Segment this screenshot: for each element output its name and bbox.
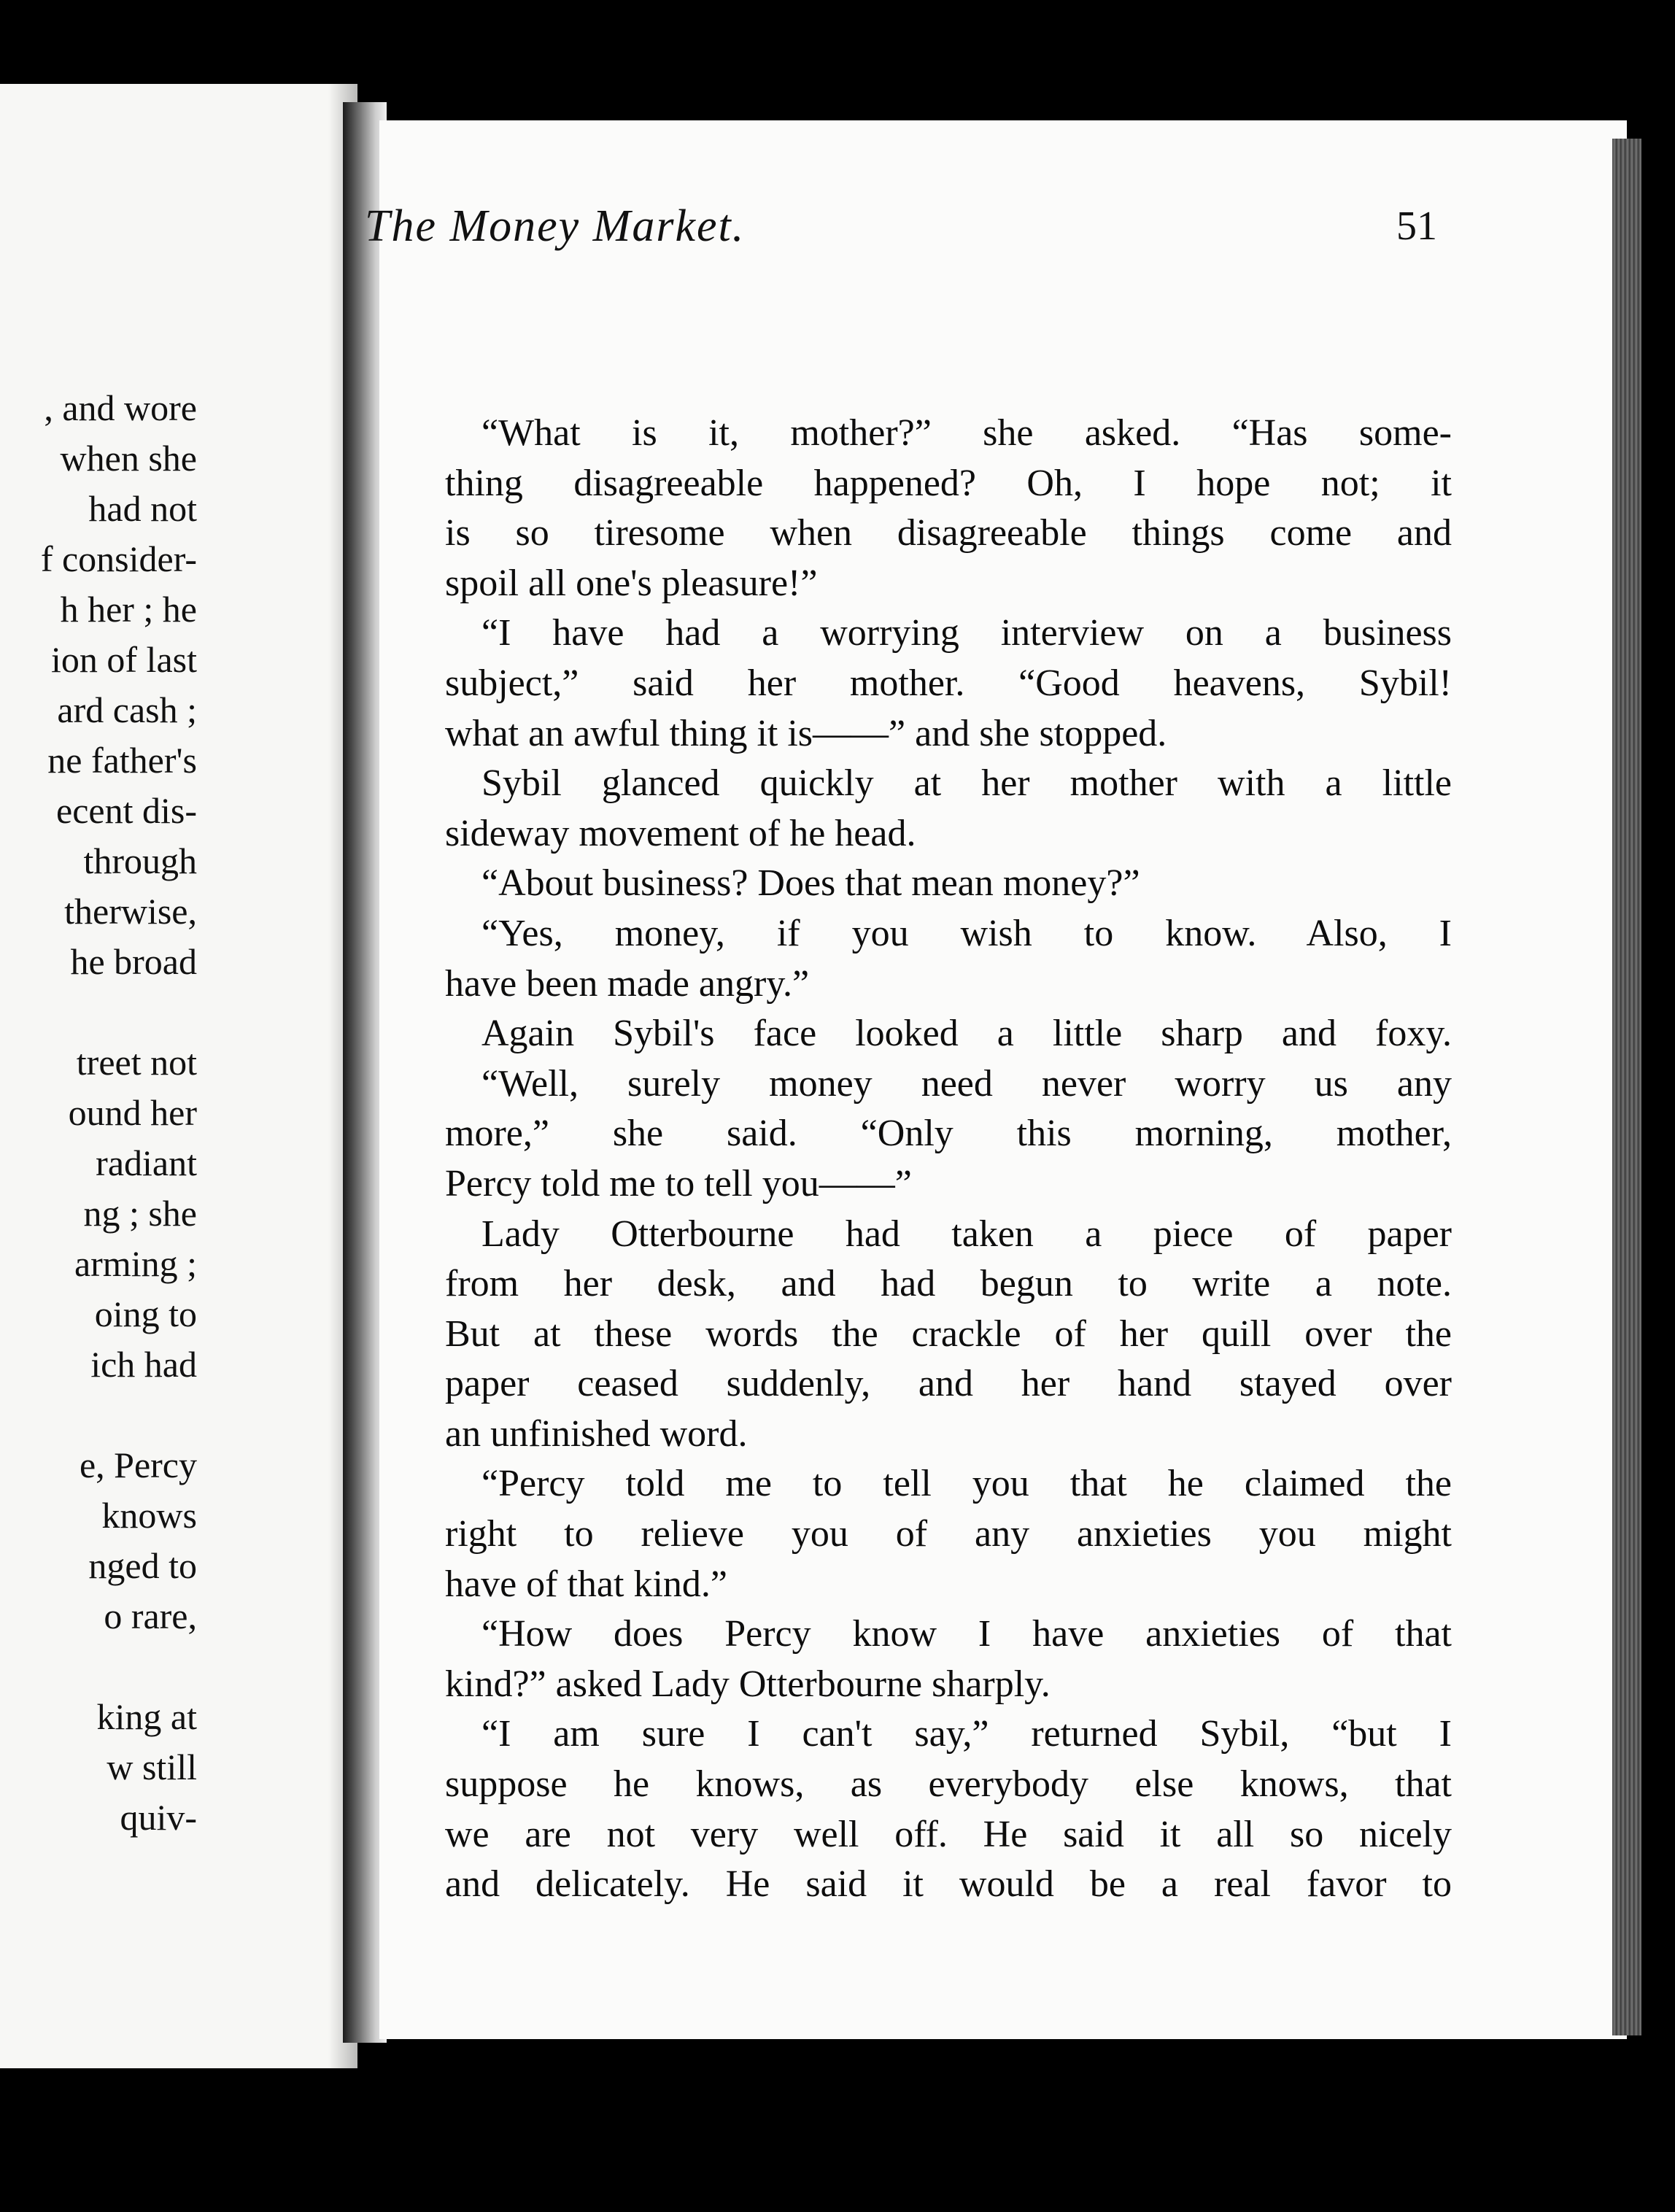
left-page-line: ion of last: [51, 639, 197, 680]
left-page-line: therwise,: [64, 891, 197, 932]
left-page-line: , and wore: [44, 387, 197, 428]
left-page-line: ound her: [68, 1092, 197, 1133]
left-page-line: through: [83, 840, 197, 881]
body-text-line: “I am sure I can't say,” returned Sybil, “but I: [481, 1713, 1452, 1755]
body-text-line: “I have had a worrying interview on a business: [481, 612, 1452, 654]
left-page-line: h her ; he: [60, 589, 197, 630]
body-text-line: sideway movement of he head.: [445, 812, 916, 854]
body-text-line: suppose he knows, as everybody else knows, that: [445, 1763, 1452, 1806]
left-page-blank-line: [41, 987, 197, 1037]
body-text-line: spoil all one's pleasure!”: [445, 562, 818, 604]
left-page-line: w still: [107, 1747, 197, 1787]
body-text-line: and delicately. He said it would be a real favor to: [445, 1863, 1452, 1906]
left-page-line: o rare,: [104, 1596, 197, 1636]
body-text-line: from her desk, and had begun to write a note.: [445, 1263, 1452, 1305]
body-text-line: paper ceased suddenly, and her hand stayed over: [445, 1363, 1452, 1405]
body-text-line: an unfinished word.: [445, 1412, 748, 1455]
body-text-line: Percy told me to tell you——”: [445, 1162, 912, 1204]
left-page-line: oing to: [94, 1293, 197, 1334]
left-page-line: king at: [96, 1696, 197, 1737]
left-page-line: arming ;: [74, 1243, 197, 1284]
left-page-line: knows: [101, 1495, 197, 1536]
running-head-title: The Money Market.: [365, 201, 746, 251]
left-page-blank-line: [41, 1390, 197, 1440]
body-text-line: have been made angry.”: [445, 962, 810, 1005]
left-page-line: he broad: [70, 941, 197, 982]
body-text-line: right to relieve you of any anxieties you might: [445, 1513, 1452, 1555]
body-text-line: what an awful thing it is——” and she stopped.: [445, 712, 1167, 754]
left-page-line: f consider-: [40, 538, 197, 579]
left-page-line: ich had: [90, 1344, 197, 1385]
left-page-line: e, Percy: [79, 1445, 197, 1485]
page-number: 51: [1396, 204, 1437, 249]
body-text-line: “Yes, money, if you wish to know. Also, I: [481, 912, 1452, 954]
body-text-line: But at these words the crackle of her quill over the: [445, 1312, 1452, 1355]
body-text-line: we are not very well off. He said it all so nicely: [445, 1813, 1452, 1855]
body-text: [445, 409, 1452, 1910]
left-page-line: when she: [60, 438, 197, 479]
left-page-line: quiv-: [120, 1797, 197, 1838]
page-edges: [1612, 139, 1641, 2035]
left-page-blank-line: [41, 1641, 197, 1692]
left-page-line: had not: [88, 488, 197, 529]
body-text-line: “About business? Does that mean money?”: [481, 862, 1140, 905]
body-text-line: thing disagreeable happened? Oh, I hope not; it: [445, 462, 1452, 504]
left-page-line: ng ; she: [83, 1193, 197, 1234]
body-text-line: Sybil glanced quickly at her mother with a little: [481, 762, 1452, 805]
left-page-line: radiant: [96, 1142, 197, 1183]
body-text-line: more,” she said. “Only this morning, mother,: [445, 1113, 1452, 1155]
running-head: [365, 193, 1459, 259]
left-page-line: nged to: [88, 1545, 197, 1586]
body-text-line: “Percy told me to tell you that he claimed the: [481, 1463, 1452, 1505]
body-text-line: is so tiresome when disagreeable things come and: [445, 512, 1452, 554]
body-text-line: Again Sybil's face looked a little sharp and foxy.: [481, 1013, 1452, 1055]
body-text-line: kind?” asked Lady Otterbourne sharply.: [445, 1663, 1051, 1705]
body-text-line: subject,” said her mother. “Good heavens, Sybil!: [445, 662, 1452, 704]
left-page-text-fragments: [41, 383, 197, 1843]
left-facing-page: [0, 84, 357, 2068]
body-text-line: Lady Otterbourne had taken a piece of paper: [481, 1213, 1452, 1255]
body-text-line: “How does Percy know I have anxieties of that: [481, 1613, 1452, 1655]
left-page-line: ard cash ;: [57, 689, 197, 730]
left-page-line: ne father's: [47, 740, 197, 781]
left-page-line: ecent dis-: [56, 790, 197, 831]
body-text-line: “Well, surely money need never worry us any: [481, 1062, 1452, 1105]
body-text-line: “What is it, mother?” she asked. “Has some-: [481, 412, 1452, 454]
left-page-line: treet not: [76, 1042, 197, 1083]
body-text-line: have of that kind.”: [445, 1563, 727, 1605]
